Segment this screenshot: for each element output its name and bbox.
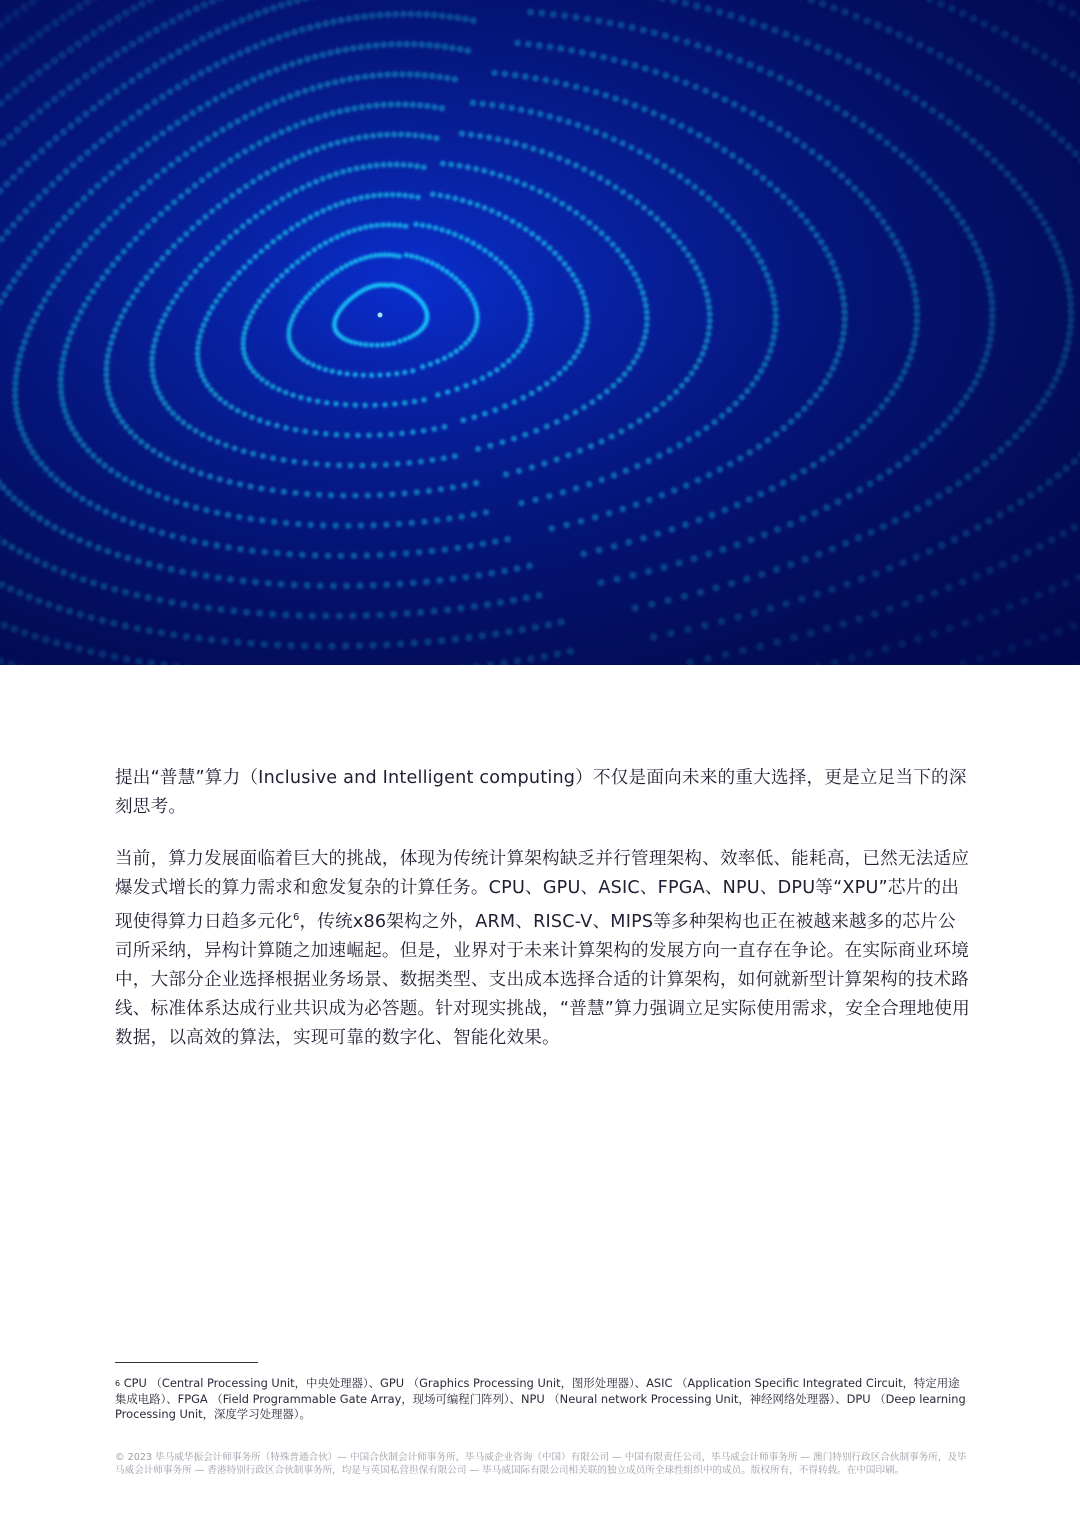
paragraph-intro-text: 提出“普慧”算力（Inclusive and Intelligent computing）不仅是面向未来的重大选择，更是立足当下的深刻思考。 xyxy=(115,768,967,817)
footnote-text: CPU （Central Processing Unit，中央处理器）、GPU （Graphics Processing Unit，图形处理器）、ASIC （Application Specific Integrated Circuit，特定用途集成电路）、FPGA （Field Programmable Gate Array，现场可编程门阵列）、NPU （Neural network Processing Unit，神经网络处理器）、DPU （Deep learning Processing Unit，深度学习处理器）。 xyxy=(115,1376,966,1421)
paragraph-challenges xyxy=(115,845,973,1053)
paragraph-challenges-text-a: 当前，算力发展面临着巨大的挑战，体现为传统计算架构缺乏并行管理架构、效率低、能耗高，已然无法适应爆发式增长的算力需求和愈发复杂的计算任务。CPU、GPU、ASIC、FPGA、NPU、DPU等“XPU”芯片的出现使得算力日趋多元化 xyxy=(115,849,970,932)
copyright-text: © 2023 毕马威华振会计师事务所（特殊普通合伙）— 中国合伙制会计师事务所，毕马威企业咨询（中国）有限公司 — 中国有限责任公司，毕马威会计师事务所 — 澳门特别行政区合伙制事务所，及毕马威会计师事务所 — 香港特别行政区合伙制事务所，均是与英国私营担保有限公司 — 毕马威国际有限公司相关联的独立成员所全球性组织中的成员。版权所有，不得转载。在中国印刷。 xyxy=(115,1452,967,1476)
footnote-divider xyxy=(115,1362,258,1363)
paragraph-challenges-text-b: ，传统x86架构之外，ARM、RISC-V、MIPS等多种架构也正在被越来越多的芯片公司所采纳，异构计算随之加速崛起。但是，业界对于未来计算架构的发展方向一直存在争论。在实际商业环境中，大部分企业选择根据业务场景、数据类型、支出成本选择合适的计算架构，如何就新型计算架构的技术路线、标准体系达成行业共识成为必答题。针对现实挑战，“普慧”算力强调立足实际使用需求，安全合理地使用数据，以高效的算法，实现可靠的数字化、智能化效果。 xyxy=(115,911,970,1048)
paragraph-intro xyxy=(115,764,973,822)
copyright-notice xyxy=(115,1451,967,1477)
hero-fingerprint-image xyxy=(0,0,1080,665)
vignette xyxy=(0,0,1080,665)
fingerprint-graphic xyxy=(0,0,1080,665)
footnote-marker: 6 xyxy=(115,1379,121,1388)
footnote-reference: 6 xyxy=(292,912,300,923)
footnote xyxy=(115,1376,967,1423)
